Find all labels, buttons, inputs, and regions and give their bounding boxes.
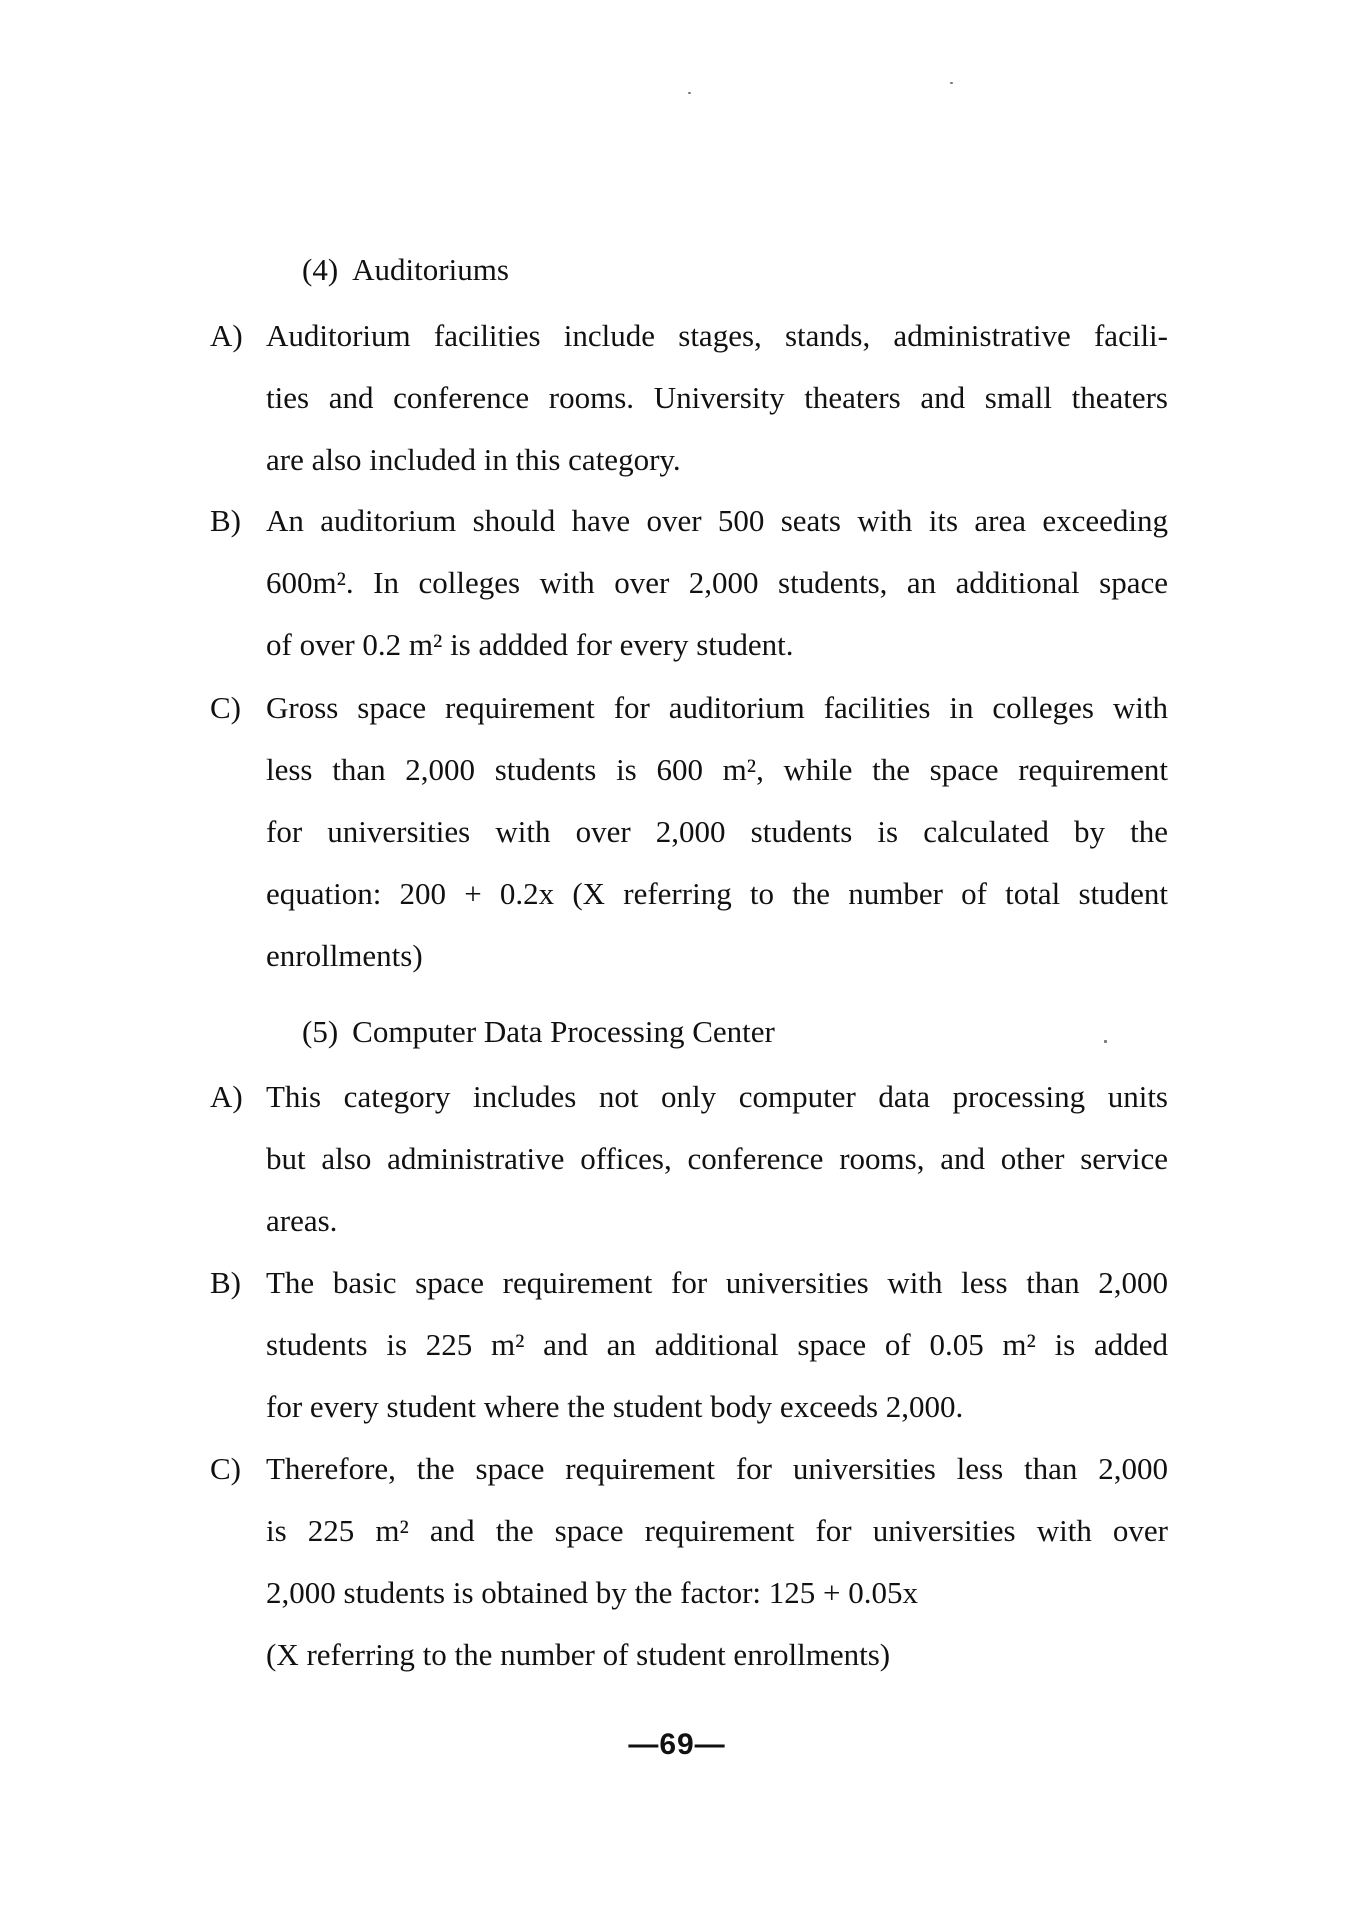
item-text: [266, 1438, 1168, 1686]
section-heading-computer-center: [302, 1012, 775, 1052]
scan-speck: [688, 92, 691, 94]
text-line: ties and conference rooms. University theaters and small theaters: [266, 380, 1168, 415]
text-line: This category includes not only computer data processing units: [266, 1079, 1168, 1114]
text-line: for every student where the student body exceeds 2,000.: [266, 1389, 964, 1424]
item-text: [266, 1252, 1168, 1438]
text-line: Therefore, the space requirement for universities less than 2,000: [266, 1451, 1168, 1486]
text-line: An auditorium should have over 500 seats with its area exceeding: [266, 503, 1168, 538]
text-line: students is 225 m² and an additional space of 0.05 m² is added: [266, 1327, 1168, 1362]
page-number: —69—: [628, 1728, 726, 1761]
list-item-4b: [210, 490, 1168, 676]
item-text: [266, 1066, 1168, 1252]
text-line: is 225 m² and the space requirement for universities with over: [266, 1513, 1168, 1548]
text-line: 600m². In colleges with over 2,000 students, an additional space: [266, 565, 1168, 600]
item-marker: B): [210, 503, 241, 538]
text-line: enrollments): [266, 938, 423, 973]
scan-speck: [1104, 1040, 1107, 1043]
item-marker: C): [210, 690, 241, 725]
item-text: [266, 490, 1168, 676]
item-marker: C): [210, 1451, 241, 1486]
item-marker: A): [210, 1079, 243, 1114]
text-line: 2,000 students is obtained by the factor: 125 + 0.05x: [266, 1575, 919, 1610]
list-item-5c: [210, 1438, 1168, 1686]
item-marker: A): [210, 318, 243, 353]
text-line: areas.: [266, 1203, 338, 1238]
list-item-4a: [210, 305, 1168, 491]
item-text: [266, 305, 1168, 491]
section-number: (4): [302, 252, 339, 287]
text-line: Auditorium facilities include stages, stands, administrative facili-: [266, 318, 1168, 353]
item-marker: B): [210, 1265, 241, 1300]
text-line: of over 0.2 m² is addded for every student.: [266, 627, 794, 662]
section-title: Auditoriums: [352, 252, 509, 287]
list-item-4c: [210, 677, 1168, 987]
section-heading-auditoriums: [302, 250, 509, 290]
text-line: are also included in this category.: [266, 442, 681, 477]
text-line: but also administrative offices, conference rooms, and other service: [266, 1141, 1168, 1176]
scan-speck: [950, 82, 953, 84]
text-line: Gross space requirement for auditorium facilities in colleges with: [266, 690, 1168, 725]
section-title: Computer Data Processing Center: [352, 1014, 775, 1049]
text-line: equation: 200 + 0.2x (X referring to the number of total student: [266, 876, 1168, 911]
list-item-5b: [210, 1252, 1168, 1438]
item-text: [266, 677, 1168, 987]
text-line: for universities with over 2,000 students is calculated by the: [266, 814, 1168, 849]
text-line: The basic space requirement for universities with less than 2,000: [266, 1265, 1168, 1300]
list-item-5a: [210, 1066, 1168, 1252]
section-number: (5): [302, 1014, 339, 1049]
text-line: less than 2,000 students is 600 m², while the space requirement: [266, 752, 1168, 787]
text-line: (X referring to the number of student enrollments): [266, 1637, 891, 1672]
